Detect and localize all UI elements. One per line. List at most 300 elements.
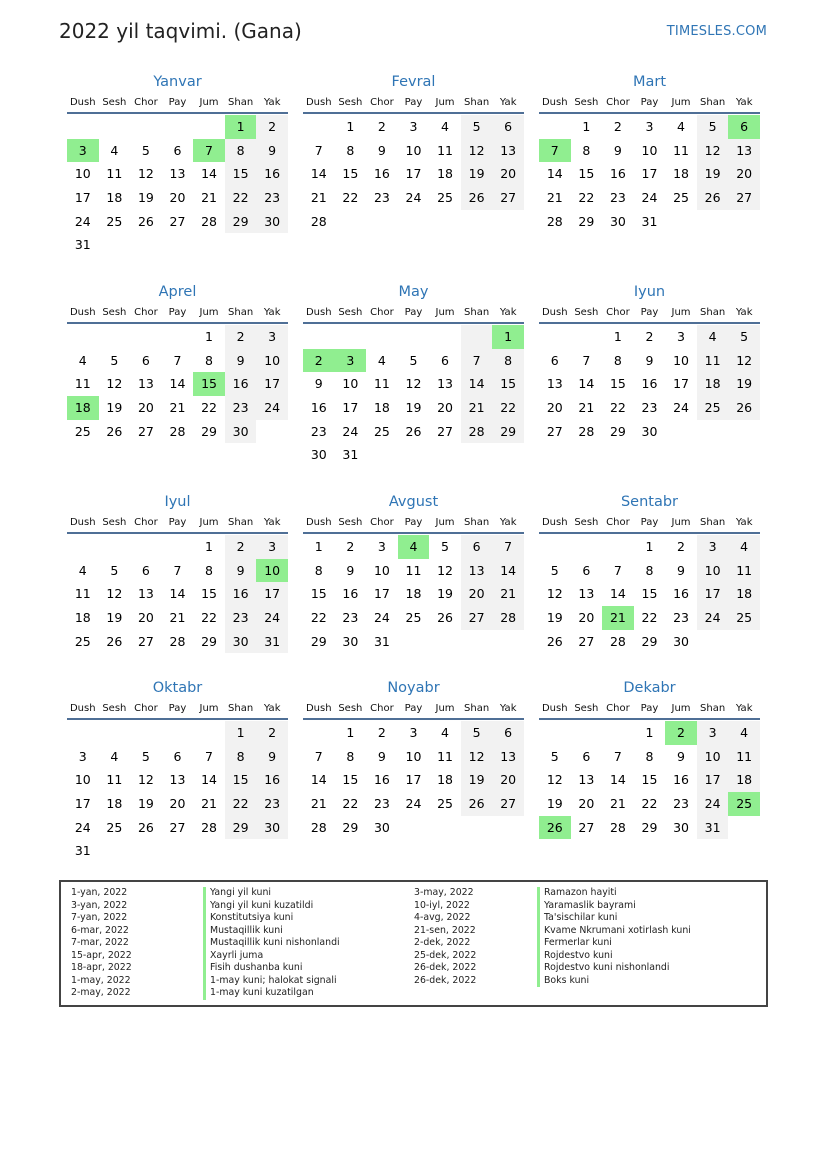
day-cell: 3 (67, 139, 99, 163)
day-cell: 18 (728, 768, 760, 792)
weekday-label: Sesh (574, 97, 599, 108)
weekday-label: Sesh (338, 97, 363, 108)
day-cell: 5 (441, 539, 449, 554)
weekday-label: Sesh (338, 703, 363, 714)
day-cell: 23 (673, 610, 689, 626)
weekday-label: Sesh (574, 517, 599, 528)
day-cell: 18 (697, 372, 729, 396)
day-cell: 16 (641, 376, 658, 392)
day-cell: 18 (67, 396, 99, 420)
day-cell: 13 (437, 376, 453, 392)
day-cell: 29 (225, 210, 257, 234)
weekday-label: Jum (435, 307, 455, 318)
empty-cell (539, 325, 571, 349)
month-name: Avgust (388, 494, 439, 510)
day-cell: 11 (373, 376, 390, 392)
weekday-label: Sesh (102, 517, 127, 528)
day-cell: 17 (342, 400, 359, 416)
day-cell: 25 (373, 423, 390, 439)
day-cell: 22 (578, 190, 595, 206)
weekday-label: Dush (305, 517, 332, 528)
day-cell: 26 (437, 610, 453, 626)
day-cell: 8 (346, 142, 355, 158)
day-cell: 23 (609, 190, 626, 206)
holiday-name: Ramazon hayiti (537, 887, 691, 900)
weekday-label: Chor (370, 97, 394, 108)
day-cell: 3 (697, 721, 729, 745)
weekday-label: Shan (700, 703, 726, 714)
holiday-date: 2-dek, 2022 (414, 937, 471, 948)
day-cell: 28 (609, 633, 626, 649)
day-cell: 1 (582, 119, 591, 134)
day-cell: 27 (578, 633, 595, 649)
day-cell: 29 (609, 423, 626, 439)
day-cell: 3 (409, 725, 418, 740)
day-cell: 15 (578, 166, 595, 182)
month-name: Yanvar (153, 74, 202, 90)
day-grid (67, 721, 288, 863)
day-cell: 13 (137, 376, 154, 392)
day-cell: 8 (205, 352, 213, 368)
day-cell: 30 (225, 420, 257, 444)
weekday-label: Pay (404, 703, 423, 714)
day-cell: 14 (461, 372, 493, 396)
day-cell: 15 (201, 586, 217, 602)
day-cell: 1 (645, 539, 654, 554)
empty-cell (130, 325, 162, 349)
day-cell: 23 (373, 190, 390, 206)
day-cell: 11 (728, 745, 760, 769)
day-cell: 22 (641, 610, 658, 626)
weekday-label: Yak (263, 307, 281, 318)
weekday-label: Jum (435, 517, 455, 528)
day-cell: 24 (405, 796, 422, 812)
month-name: Fevral (391, 74, 436, 90)
day-cell: 12 (106, 376, 123, 392)
day-cell: 1 (492, 325, 524, 349)
month-name: May (398, 284, 429, 300)
weekday-label: Chor (134, 97, 158, 108)
weekday-label: Jum (671, 97, 691, 108)
day-cell: 7 (582, 352, 591, 368)
day-cell: 5 (697, 115, 729, 139)
day-cell: 7 (461, 349, 493, 373)
day-cell: 5 (409, 352, 418, 368)
brand-link[interactable]: TIMESLES.COM (666, 24, 767, 39)
day-cell: 13 (578, 586, 595, 602)
day-cell: 16 (225, 372, 257, 396)
day-cell: 9 (346, 562, 355, 578)
day-cell: 19 (546, 796, 563, 812)
day-cell: 23 (225, 606, 257, 630)
day-cell: 9 (377, 748, 386, 764)
weekday-label: Sesh (102, 703, 127, 714)
weekday-label: Yak (263, 97, 281, 108)
day-cell: 14 (492, 559, 524, 583)
day-cell: 4 (728, 535, 760, 559)
weekday-label: Sesh (574, 703, 599, 714)
day-cell: 5 (461, 115, 493, 139)
day-cell: 4 (398, 535, 430, 559)
day-cell: 18 (74, 610, 91, 626)
day-cell: 14 (578, 376, 595, 392)
day-cell: 20 (492, 768, 524, 792)
day-cell: 3 (78, 748, 87, 764)
holiday-legend (59, 880, 768, 1007)
day-cell: 4 (728, 721, 760, 745)
day-cell: 10 (641, 142, 658, 158)
empty-cell (571, 325, 603, 349)
day-cell: 17 (256, 372, 288, 396)
day-grid (539, 535, 760, 653)
day-cell: 15 (310, 586, 327, 602)
weekday-label: Jum (199, 517, 219, 528)
holiday-date: 2-may, 2022 (71, 987, 131, 998)
weekday-label: Pay (168, 97, 187, 108)
weekday-label: Dush (541, 703, 568, 714)
empty-cell (130, 721, 162, 745)
day-cell: 8 (613, 352, 622, 368)
day-cell: 10 (673, 352, 689, 368)
day-cell: 18 (728, 582, 760, 606)
day-cell: 9 (613, 142, 622, 158)
day-cell: 1 (225, 115, 257, 139)
day-grid (303, 535, 524, 653)
day-cell: 12 (137, 772, 154, 788)
day-cell: 18 (106, 190, 123, 206)
day-cell: 13 (578, 772, 595, 788)
day-cell: 24 (74, 213, 91, 229)
day-cell: 22 (492, 396, 524, 420)
weekday-label: Dush (305, 307, 332, 318)
weekday-label: Pay (404, 307, 423, 318)
weekday-label: Chor (606, 517, 630, 528)
day-cell: 31 (641, 213, 658, 229)
holiday-date: 1-may, 2022 (71, 974, 131, 986)
day-cell: 18 (437, 772, 453, 788)
day-cell: 23 (373, 796, 390, 812)
day-cell: 26 (546, 633, 563, 649)
day-cell: 3 (645, 119, 654, 134)
weekday-label: Jum (435, 703, 455, 714)
day-cell: 10 (373, 562, 390, 578)
day-cell: 13 (169, 772, 186, 788)
day-grid (303, 721, 524, 839)
day-cell: 17 (256, 582, 288, 606)
weekday-header (539, 513, 760, 534)
day-cell: 13 (461, 559, 493, 583)
day-cell: 29 (578, 213, 595, 229)
holiday-date: 7-yan, 2022 (71, 912, 128, 923)
day-cell: 2 (256, 115, 288, 139)
day-cell: 12 (137, 166, 154, 182)
empty-cell (429, 325, 461, 349)
day-cell: 29 (342, 819, 359, 835)
day-cell: 24 (74, 819, 91, 835)
day-cell: 10 (697, 745, 729, 769)
month-avgust (303, 491, 524, 653)
day-cell: 2 (303, 349, 335, 373)
holiday-name: Fisih dushanba kuni (203, 962, 340, 975)
day-cell: 28 (310, 213, 327, 229)
day-cell: 6 (550, 352, 559, 368)
day-cell: 15 (225, 768, 257, 792)
day-cell: 8 (645, 748, 654, 764)
empty-cell (67, 721, 99, 745)
weekday-header (67, 93, 288, 114)
day-cell: 20 (169, 190, 186, 206)
month-oktabr (67, 677, 288, 863)
day-cell: 21 (461, 396, 493, 420)
day-cell: 14 (310, 772, 327, 788)
month-name: Iyun (633, 284, 666, 300)
weekday-label: Dush (305, 703, 332, 714)
weekday-label: Shan (228, 307, 254, 318)
empty-cell (539, 721, 571, 745)
day-cell: 14 (169, 586, 186, 602)
day-cell: 6 (173, 748, 182, 764)
month-iyun (539, 281, 760, 443)
day-cell: 19 (461, 768, 493, 792)
day-cell: 21 (602, 606, 634, 630)
day-cell: 30 (256, 210, 288, 234)
weekday-label: Yak (735, 703, 753, 714)
day-cell: 6 (728, 115, 760, 139)
holiday-name: Konstitutsiya kuni (203, 912, 340, 925)
day-cell: 20 (546, 400, 563, 416)
weekday-header (303, 303, 524, 324)
day-cell: 24 (697, 606, 729, 630)
day-cell: 27 (437, 423, 453, 439)
empty-cell (130, 535, 162, 559)
month-yanvar (67, 71, 288, 257)
day-cell: 28 (609, 819, 626, 835)
legend-dates-right (414, 887, 476, 987)
day-cell: 27 (169, 213, 186, 229)
weekday-label: Chor (606, 97, 630, 108)
day-cell: 15 (641, 586, 658, 602)
day-cell: 21 (169, 400, 186, 416)
day-cell: 20 (578, 610, 595, 626)
weekday-label: Jum (671, 517, 691, 528)
day-cell: 21 (578, 400, 595, 416)
empty-cell (461, 325, 493, 349)
holiday-date: 6-mar, 2022 (71, 924, 129, 936)
day-cell: 26 (697, 186, 729, 210)
weekday-label: Sesh (574, 307, 599, 318)
day-cell: 14 (201, 772, 217, 788)
month-name: Dekabr (623, 680, 676, 696)
day-cell: 28 (578, 423, 595, 439)
legend-names-right (537, 887, 691, 987)
holiday-date: 21-sen, 2022 (414, 924, 476, 936)
day-cell: 9 (225, 349, 257, 373)
day-cell: 17 (74, 190, 91, 206)
day-cell: 12 (728, 349, 760, 373)
day-cell: 12 (106, 586, 123, 602)
day-cell: 12 (461, 139, 493, 163)
day-cell: 23 (225, 396, 257, 420)
weekday-label: Dush (541, 517, 568, 528)
day-cell: 8 (582, 142, 591, 158)
day-cell: 29 (641, 633, 658, 649)
weekday-label: Yak (735, 307, 753, 318)
weekday-label: Chor (606, 703, 630, 714)
day-cell: 6 (141, 352, 150, 368)
day-cell: 26 (106, 423, 123, 439)
day-cell: 12 (546, 586, 563, 602)
day-cell: 23 (256, 792, 288, 816)
day-cell: 24 (373, 610, 390, 626)
day-cell: 30 (673, 819, 689, 835)
day-cell: 16 (609, 166, 626, 182)
day-cell: 26 (461, 186, 493, 210)
weekday-label: Dush (69, 517, 96, 528)
day-cell: 6 (582, 748, 591, 764)
empty-cell (99, 325, 131, 349)
day-grid (539, 115, 760, 233)
day-cell: 21 (310, 190, 327, 206)
day-cell: 10 (405, 142, 422, 158)
day-cell: 9 (677, 562, 685, 578)
day-cell: 20 (169, 796, 186, 812)
day-cell: 11 (106, 772, 123, 788)
holiday-name: Ta'sischilar kuni (537, 912, 691, 925)
holiday-date: 3-yan, 2022 (71, 899, 128, 911)
month-name: Oktabr (152, 680, 203, 696)
day-cell: 28 (546, 213, 563, 229)
day-cell: 25 (697, 396, 729, 420)
day-grid (67, 115, 288, 257)
day-cell: 2 (677, 539, 685, 554)
day-cell: 27 (137, 633, 154, 649)
day-cell: 15 (225, 162, 257, 186)
weekday-header (303, 513, 524, 534)
weekday-label: Pay (640, 97, 659, 108)
month-name: Mart (632, 74, 667, 90)
day-cell: 7 (173, 562, 182, 578)
day-cell: 20 (461, 582, 493, 606)
day-cell: 7 (193, 139, 225, 163)
day-grid (67, 535, 288, 653)
day-cell: 14 (546, 166, 563, 182)
legend-dates-left (71, 887, 132, 1000)
weekday-header (539, 303, 760, 324)
holiday-name: Boks kuni (537, 975, 691, 988)
day-cell: 28 (201, 213, 217, 229)
day-cell: 9 (225, 559, 257, 583)
day-cell: 25 (673, 190, 689, 206)
weekday-label: Chor (370, 703, 394, 714)
day-cell: 2 (256, 721, 288, 745)
day-cell: 18 (405, 586, 422, 602)
month-mart (539, 71, 760, 233)
day-cell: 30 (342, 633, 359, 649)
day-cell: 22 (342, 190, 359, 206)
day-cell: 16 (373, 166, 390, 182)
weekday-label: Jum (199, 703, 219, 714)
weekday-label: Jum (671, 703, 691, 714)
day-cell: 19 (106, 400, 123, 416)
month-name: Iyul (164, 494, 191, 510)
day-grid (539, 325, 760, 443)
day-cell: 1 (645, 725, 654, 740)
empty-cell (130, 115, 162, 139)
day-cell: 16 (342, 586, 359, 602)
day-cell: 10 (74, 772, 91, 788)
day-cell: 11 (74, 586, 91, 602)
day-grid (67, 325, 288, 443)
day-cell: 14 (609, 772, 626, 788)
day-cell: 8 (346, 748, 355, 764)
holiday-name: 1-may kuni kuzatilgan (203, 987, 340, 1000)
day-cell: 24 (697, 792, 729, 816)
day-cell: 13 (492, 745, 524, 769)
day-cell: 13 (546, 376, 563, 392)
day-cell: 4 (677, 119, 685, 134)
holiday-date: 4-avg, 2022 (414, 912, 471, 923)
weekday-header (67, 699, 288, 720)
weekday-label: Chor (370, 307, 394, 318)
day-cell: 11 (728, 559, 760, 583)
weekday-label: Shan (700, 97, 726, 108)
day-cell: 28 (310, 819, 327, 835)
day-cell: 31 (74, 843, 91, 859)
day-cell: 25 (728, 606, 760, 630)
empty-cell (571, 535, 603, 559)
day-cell: 24 (256, 606, 288, 630)
day-cell: 18 (373, 400, 390, 416)
day-cell: 26 (728, 396, 760, 420)
month-aprel (67, 281, 288, 443)
holiday-name: Mustaqillik kuni (203, 925, 340, 938)
weekday-label: Sesh (102, 97, 127, 108)
empty-cell (67, 115, 99, 139)
weekday-header (303, 93, 524, 114)
day-cell: 6 (492, 115, 524, 139)
day-cell: 3 (697, 535, 729, 559)
day-cell: 24 (405, 190, 422, 206)
day-cell: 25 (74, 633, 91, 649)
weekday-label: Chor (370, 517, 394, 528)
day-cell: 25 (74, 423, 91, 439)
day-cell: 10 (697, 559, 729, 583)
weekday-label: Jum (199, 307, 219, 318)
weekday-label: Shan (464, 703, 490, 714)
month-noyabr (303, 677, 524, 839)
day-cell: 1 (205, 539, 213, 554)
day-cell: 14 (201, 166, 217, 182)
month-name: Noyabr (387, 680, 440, 696)
month-name: Aprel (158, 284, 197, 300)
day-cell: 16 (673, 586, 689, 602)
weekday-label: Jum (199, 97, 219, 108)
month-name: Sentabr (620, 494, 679, 510)
day-cell: 16 (256, 162, 288, 186)
day-cell: 21 (310, 796, 327, 812)
day-cell: 9 (677, 748, 685, 764)
day-cell: 16 (373, 772, 390, 788)
day-cell: 13 (492, 139, 524, 163)
day-cell: 7 (539, 139, 571, 163)
day-cell: 19 (728, 372, 760, 396)
empty-cell (366, 325, 398, 349)
empty-cell (398, 325, 430, 349)
day-cell: 18 (437, 166, 453, 182)
day-cell: 11 (106, 166, 123, 182)
weekday-label: Dush (69, 307, 96, 318)
day-cell: 30 (225, 630, 257, 654)
